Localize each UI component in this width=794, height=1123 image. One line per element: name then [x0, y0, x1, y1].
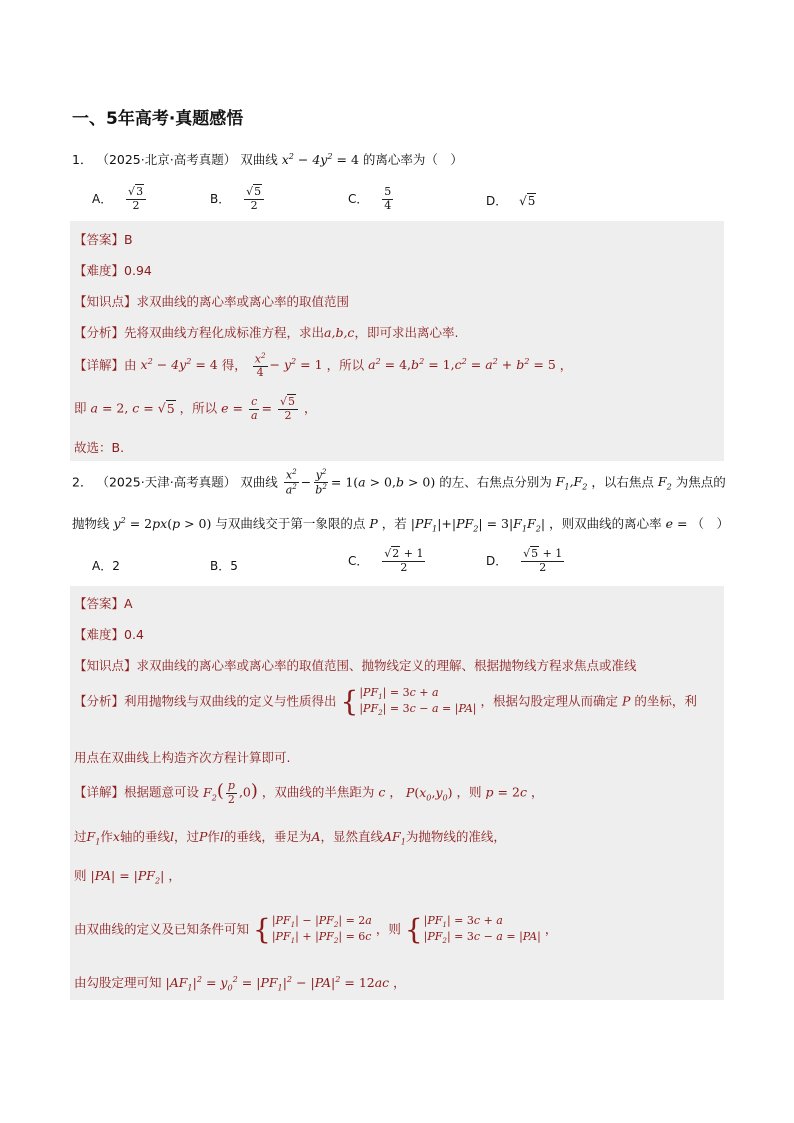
equation: $x^2 - 4y^2 = 4$ [281, 150, 359, 167]
answer-row: 【答案】A [74, 596, 133, 611]
question-2-stem-2: 抛物线 $y^2 = 2px(p > 0)$ 与双曲线交于第一象限的点 P ，若 $|PF_1|+|PF_2| = 3|F_1F_2|$ ，则双曲线的离心率 e = （ ） [72, 514, 729, 534]
difficulty-row: 【难度】0.4 [74, 627, 144, 642]
question-2-stem: 2． （2025·天津·高考真题） 双曲线 $\frac{x^2}{a^2}$ − $\frac{y^2}{b^2}$ = 1(a > 0,b > 0) 的左、右焦点分别为 $F_1,F_2$ ，以右焦点 $F_2$ 为焦点的 [72, 467, 726, 497]
section-title: 一、5年高考·真题感悟 [72, 109, 244, 129]
option-c[interactable]: C． $\frac{√2 + 1}{2}$ [348, 547, 424, 574]
detail-row-5: 由勾股定理可知 $|AF_1|^2 = y_0^2 = |PF_1|^2 - |PA|^2 = 12ac$ ， [74, 973, 406, 993]
detail-row-2: 过$F_1$作x轴的垂线l，过P作l的垂线，垂足为A，显然直线$AF_1$为抛物线的准线， [74, 829, 506, 847]
option-b[interactable]: B． $\frac{√5}{2}$ [210, 186, 266, 212]
analysis-row-2: 用点在双曲线上构造齐次方程计算即可. [74, 750, 291, 765]
analysis-row: 【分析】利用抛物线与双曲线的定义与性质得出 { $|PF_1| = 3c + a$ $|PF_2| = 3c - a = |PA|$ ，根据勾股定理从而确定 P 的坐标，利 [74, 684, 697, 718]
answer-panel-1 [70, 221, 724, 461]
answer-row: 【答案】B [74, 232, 133, 247]
question-1-stem: 1． （2025·北京·高考真题） 双曲线 $x^2 - 4y^2 = 4$ 的离心率为（ ） [72, 150, 463, 167]
option-d[interactable]: D． $\frac{√5 + 1}{2}$ [486, 547, 563, 574]
detail-row: 【详解】根据题意可设 $F_2$( $\frac{p}{2}$ ,0) ，双曲线的半焦距为 c ， $P(x_0,y_0)$ ，则 p = 2c ， [74, 779, 544, 806]
question-source: （2025·天津·高考真题） [96, 474, 237, 490]
knowledge-row: 【知识点】求双曲线的离心率或离心率的取值范围、抛物线定义的理解、根据抛物线方程求焦点或准线 [74, 658, 637, 673]
option-b[interactable]: B．5 [210, 559, 238, 573]
detail-row: 【详解】由 $x^2 - 4y^2 = 4$ 得， $\frac{x^2}{4}$ − $y^2 = 1$ ，所以 $a^2 = 4,b^2 = 1,c^2 = a^2 + b^2 = 5$ ， [74, 351, 573, 380]
knowledge-row: 【知识点】求双曲线的离心率或离心率的取值范围 [74, 294, 350, 309]
option-a[interactable]: A．2 [92, 559, 120, 573]
option-d[interactable]: D． √5 [486, 194, 536, 208]
option-c[interactable]: C． $\frac{5}{4}$ [348, 185, 392, 212]
difficulty-row: 【难度】0.94 [74, 263, 152, 278]
equation-system: { $|PF_1| - |PF_2| = 2a$ $|PF_1| + |PF_2| = 6c$ [253, 912, 372, 946]
conclusion-row: 故选：B. [74, 440, 125, 455]
question-number: 2． [72, 474, 93, 490]
detail-row-3: 则 $|PA| = |PF_2|$ ， [74, 868, 181, 886]
analysis-row: 【分析】先将双曲线方程化成标准方程，求出a,b,c，即可求出离心率. [74, 325, 459, 340]
equation-system: { $|PF_1| = 3c + a$ $|PF_2| = 3c - a = |PA|$ [340, 684, 477, 718]
detail-row-2: 即 a = 2, c = √5 ，所以 e = $\frac{c}{a}$ = $\frac{√5}{2}$ ， [74, 395, 317, 422]
detail-row-4: 由双曲线的定义及已知条件可知 { $|PF_1| - |PF_2| = 2a$ $|PF_1| + |PF_2| = 6c$ ，则 { $|PF_1| = 3c + a$ $|PF_2| = 3c - a = |PA|$ ， [74, 912, 558, 946]
equation-system: { $|PF_1| = 3c + a$ $|PF_2| = 3c - a = |PA|$ [404, 912, 541, 946]
question-number: 1． [72, 152, 93, 167]
question-source: （2025·北京·高考真题） [96, 152, 237, 167]
option-a[interactable]: A． $\frac{√3}{2}$ [92, 186, 148, 212]
